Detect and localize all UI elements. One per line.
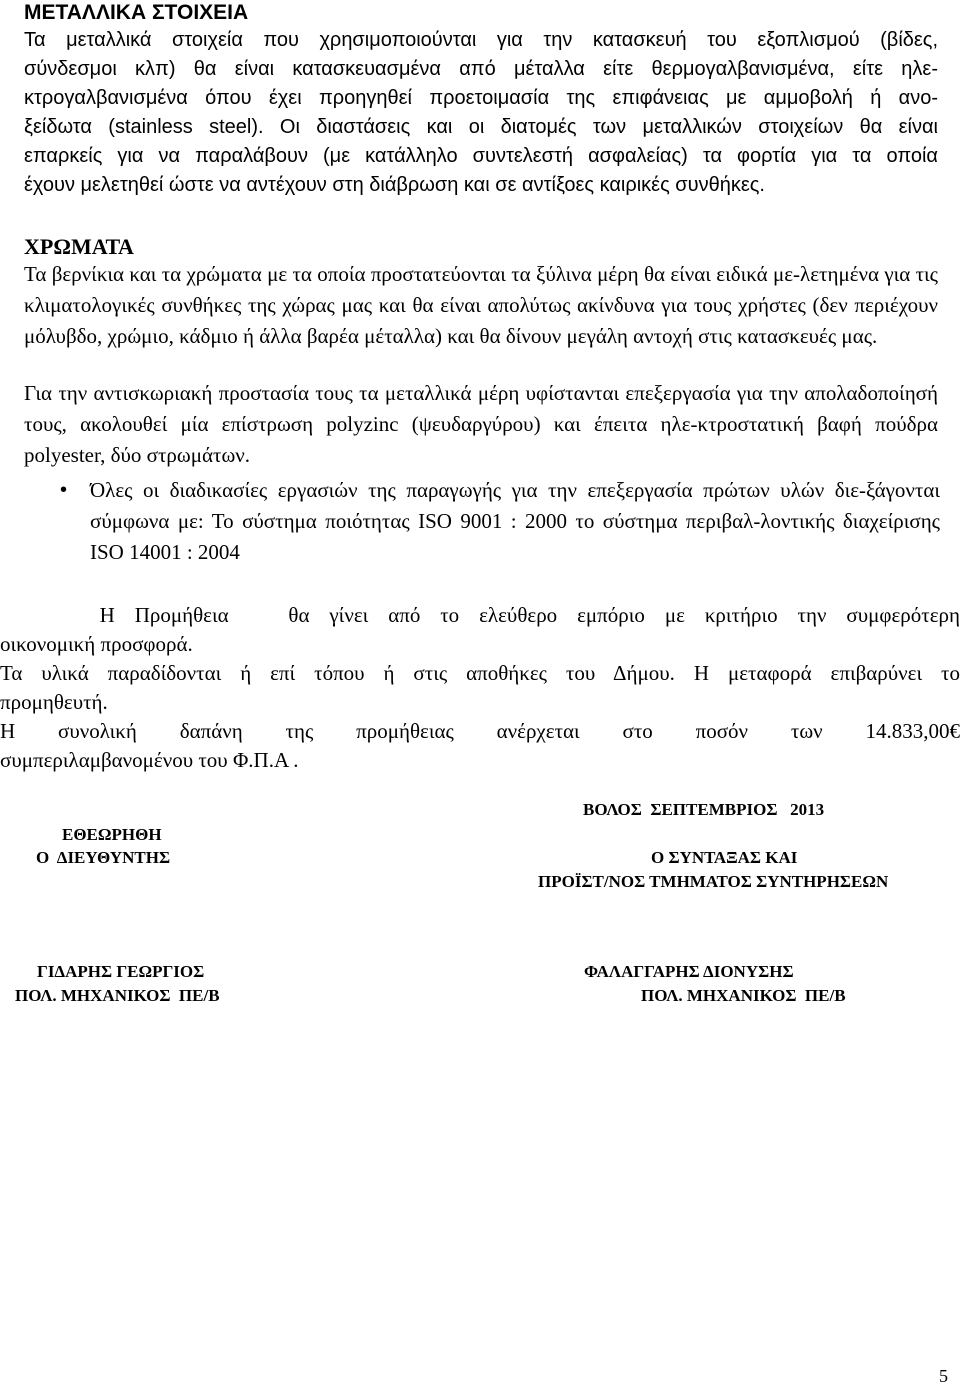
supply-terms xyxy=(0,601,960,775)
section-head-label: ΠΡΟΪΣΤ/ΝΟΣ ΤΜΗΜΑΤΟΣ ΣΥΝΤΗΡΗΣΕΩΝ xyxy=(538,872,889,891)
metal-line: Τα μεταλλικά στοιχεία που χρησιμοποιούνται για την κατασκευή του εξοπλισμού (βίδες, xyxy=(24,29,938,51)
metal-line: ξείδωτα (stainless steel). Οι διαστάσεις και οι διατομές των μεταλλικών στοιχείων θα είναι xyxy=(24,116,938,138)
bullet-icon: • xyxy=(60,479,68,501)
right-signatory-title: ΠΟΛ. ΜΗΧΑΝΙΚΟΣ ΠΕ/Β xyxy=(641,986,846,1005)
left-signatory-title: ΠΟΛ. ΜΗΧΑΝΙΚΟΣ ΠΕ/Β xyxy=(15,986,220,1005)
director-label: Ο ΔΙΕΥΘΥΝΤΗΣ xyxy=(36,848,171,867)
supply-line: Η Προμήθεια θα γίνει από το ελεύθερο εμπόριο με κριτήριο την συμφερότερη xyxy=(0,603,960,627)
delivery-line: προμηθευτή. xyxy=(0,690,108,714)
left-signatory-name: ΓΙΔΑΡΗΣ ΓΕΩΡΓΙΟΣ xyxy=(37,962,205,981)
total-cost-line: συμπεριλαμβανομένου του Φ.Π.Α . xyxy=(0,748,299,772)
anticorrosion-paragraph: Για την αντισκωριακή προστασία τους τα μεταλλικά μέρη υφίστανται επεξεργασία για την απολαδοποίησή τους, ακολουθεί μία επίστρωση polyzinc (ψευδαργύρου) και έπειτα ηλε-κτροστατική βαφή πούδρα polyester, δύο στρωμάτων. xyxy=(24,381,938,467)
metal-line: έχουν μελετηθεί ώστε να αντέχουν στη διάβρωση και σε αντίξοες καιρικές συνθήκες. xyxy=(24,174,765,196)
page-number: 5 xyxy=(939,1366,948,1386)
colors-paragraph: Τα βερνίκια και τα χρώματα με τα οποία προστατεύονται τα ξύλινα μέρη θα είναι ειδικά με-λετημένα για τις κλιματολογικές συνθήκες της χώρας μας και θα είναι απολύτως ακίνδυνα για τους χρήστες (δεν περιέχουν μόλυβδο, χρώμιο, κάδμιο ή άλλα βαρέα μέταλλα) και θα δίνουν μεγάλη αντοχή στις κατασκευές μας. xyxy=(24,262,938,348)
metal-section-text xyxy=(24,26,938,200)
metal-line: κτρογαλβανισμένα όπου έχει προηγηθεί προετοιμασία της επιφάνειας με αμμοβολή ή ανο- xyxy=(24,87,938,109)
right-signatory-name: ΦΑΛΑΓΓΑΡΗΣ ΔΙΟΝΥΣΗΣ xyxy=(584,962,794,981)
iso-bullet-text: Όλες οι διαδικασίες εργασιών της παραγωγής για την επεξεργασία πρώτων υλών διε-ξάγονται σύμφωνα με: Το σύστημα ποιότητας ISO 9001 : 2000 το σύστημα περιβαλ-λοντικής διαχείρισης ISO 14001 : 2004 xyxy=(90,478,940,564)
metal-section-heading: ΜΕΤΑΛΛΙΚΑ ΣΤΟΙΧΕΙΑ xyxy=(24,1,249,24)
supply-line: οικονομική προσφορά. xyxy=(0,632,193,656)
review-label: ΕΘΕΩΡΗΘΗ xyxy=(62,825,162,844)
metal-line: σύνδεσμοι κλπ) θα είναι κατασκευασμένα από μέταλλα είτε θερμογαλβανισμένα, είτε ηλε- xyxy=(24,58,938,80)
composer-label: Ο ΣΥΝΤΑΞΑΣ ΚΑΙ xyxy=(651,848,798,867)
place-date: ΒΟΛΟΣ ΣΕΠΤΕΜΒΡΙΟΣ 2013 xyxy=(583,800,825,819)
total-cost-line: Η συνολική δαπάνη της προμήθειας ανέρχεται στο ποσόν των 14.833,00€ xyxy=(0,719,960,743)
delivery-line: Τα υλικά παραδίδονται ή επί τόπου ή στις αποθήκες του Δήμου. Η μεταφορά επιβαρύνει το xyxy=(0,661,960,685)
metal-line: επαρκείς για να παραλάβουν (με κατάλληλο συντελεστή ασφαλείας) τα φορτία για τα οποία xyxy=(24,145,938,167)
colors-section-heading: ΧΡΩΜΑΤΑ xyxy=(24,234,134,259)
